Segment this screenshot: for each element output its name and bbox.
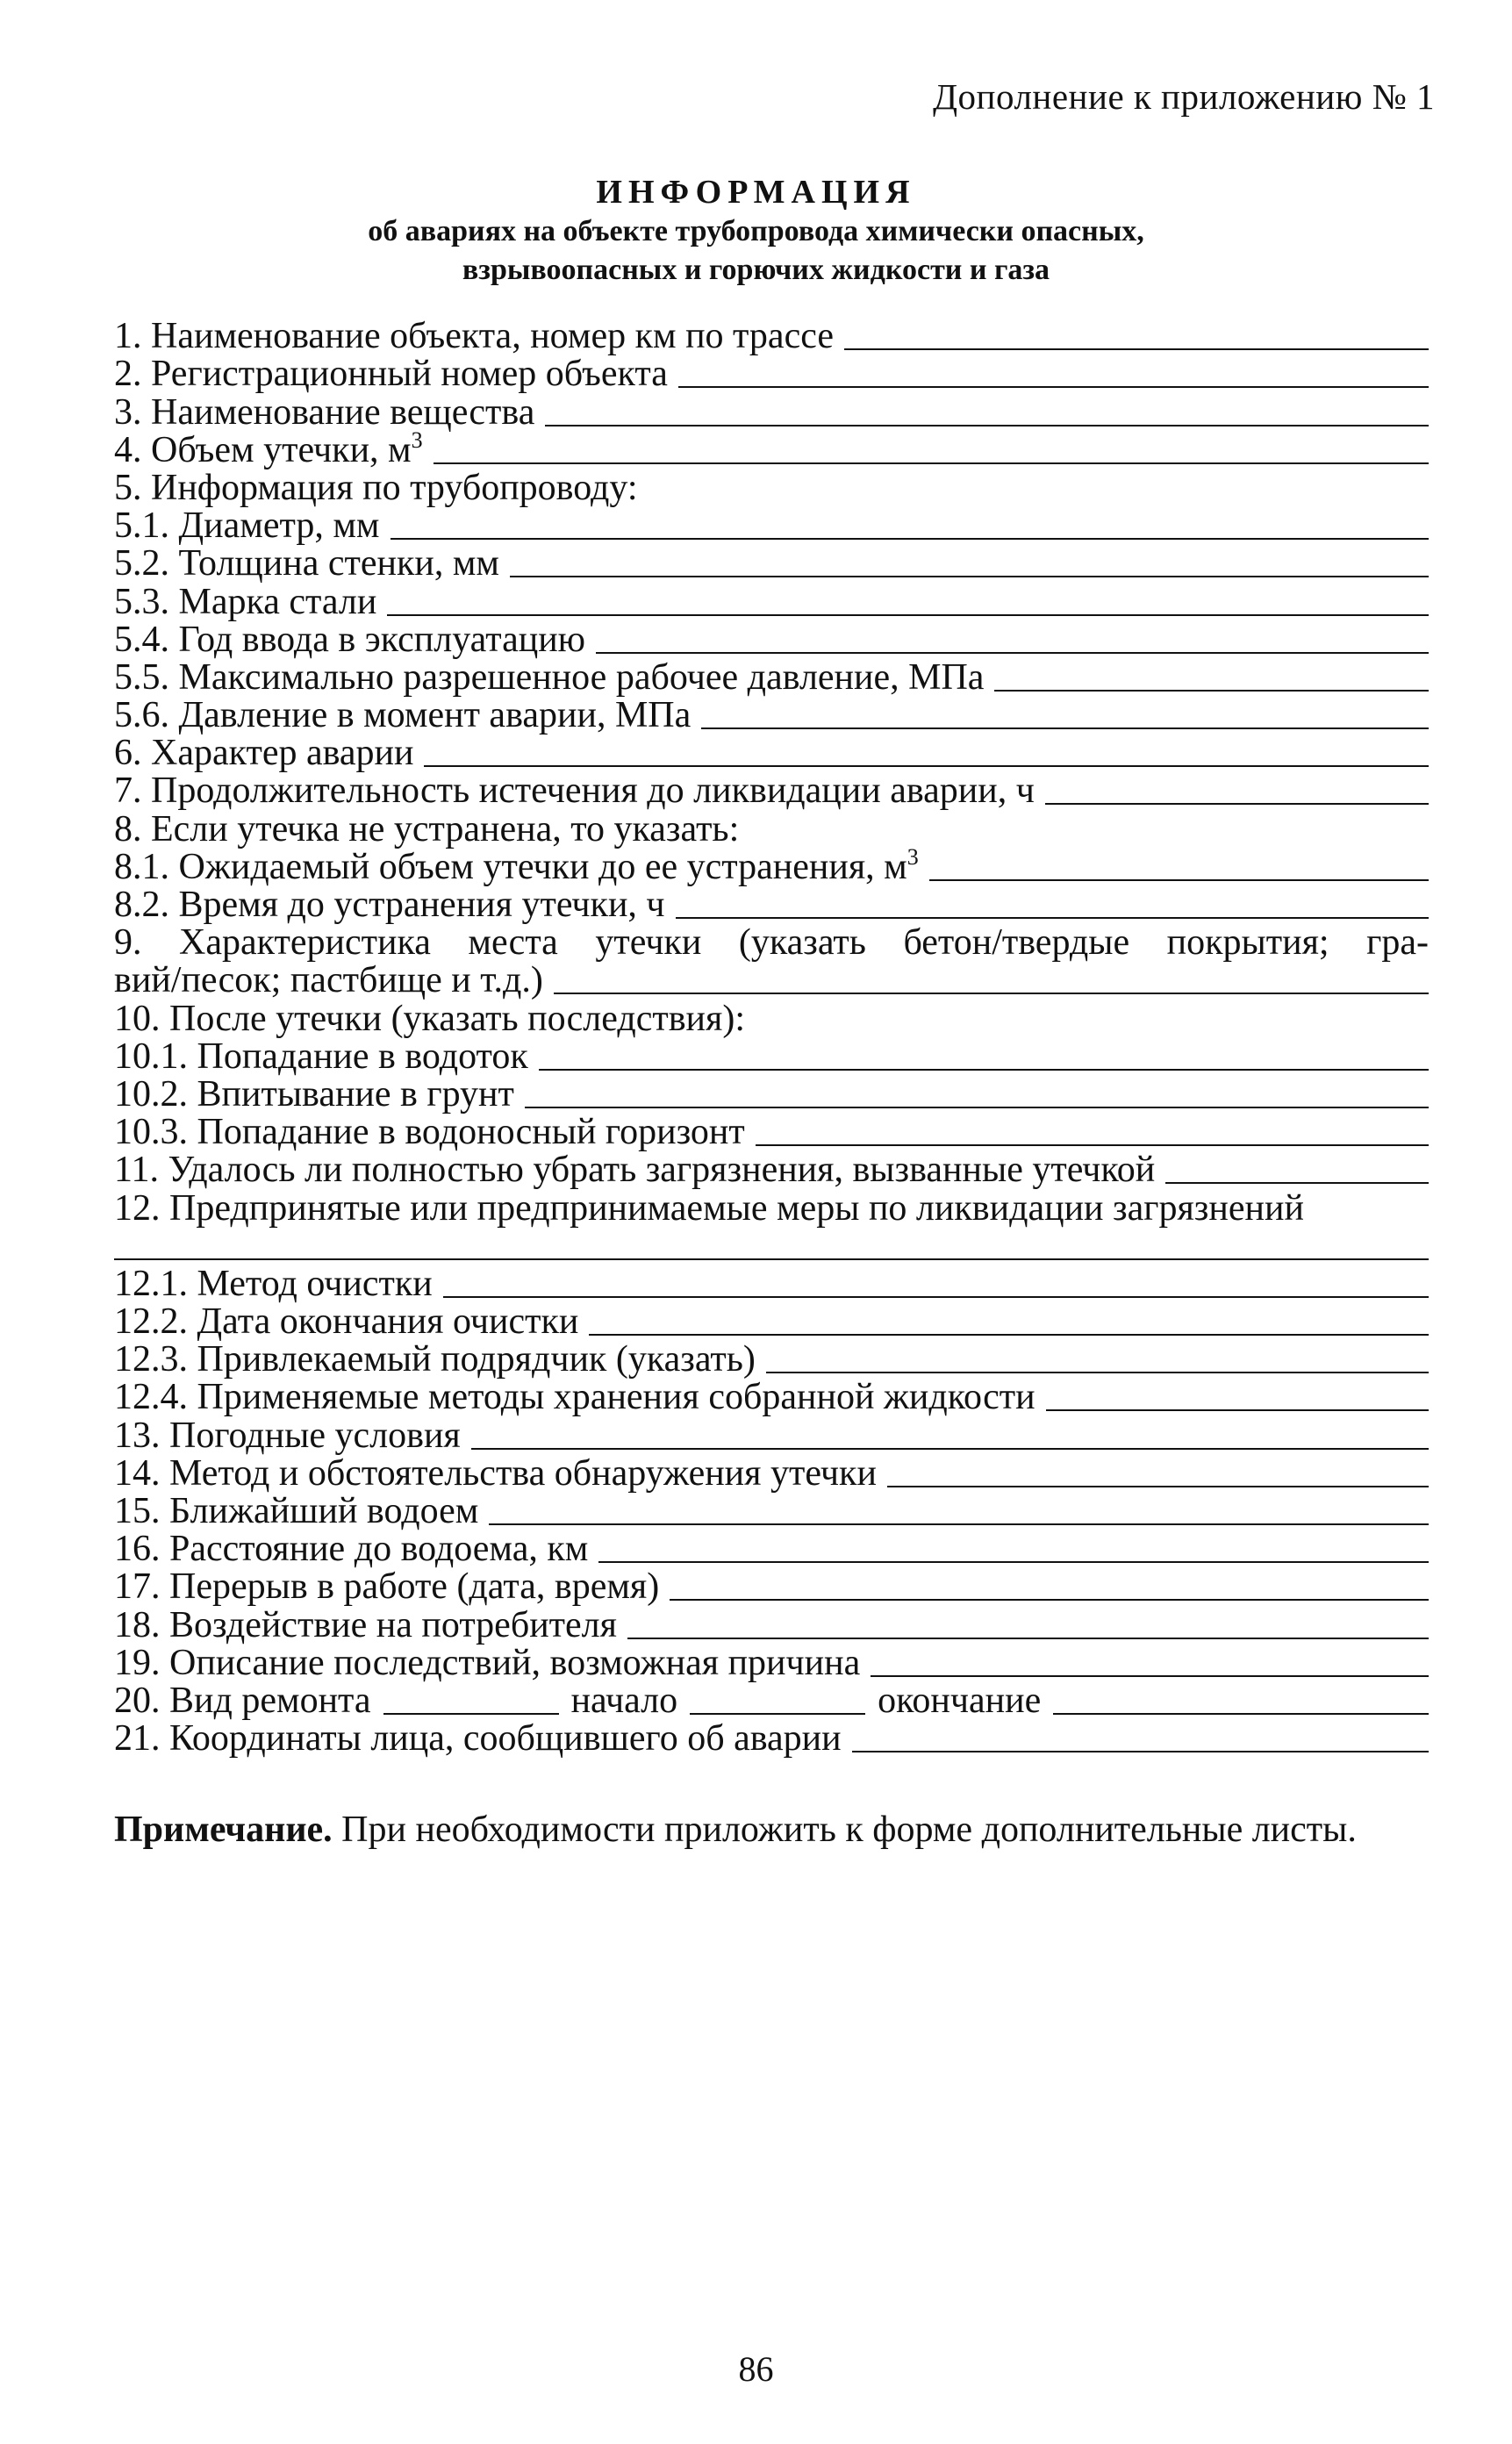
form-row-21 xyxy=(114,1720,1429,1758)
form-row-8-1 xyxy=(114,843,1429,887)
blank-line[interactable] xyxy=(387,611,1429,616)
blank-line[interactable] xyxy=(424,762,1429,767)
field-label: окончание xyxy=(878,1680,1042,1721)
blank-line[interactable] xyxy=(1165,1179,1429,1184)
blank-line[interactable] xyxy=(114,1255,1429,1260)
blank-line[interactable] xyxy=(756,1141,1429,1146)
form-row-12-2 xyxy=(114,1303,1429,1341)
field-label: 10.2. Впитывание в грунт xyxy=(114,1073,514,1114)
form-row-12-4 xyxy=(114,1379,1429,1416)
form-row-19 xyxy=(114,1642,1429,1683)
field-label: 3. Наименование вещества xyxy=(114,391,535,433)
form-row-10-2 xyxy=(114,1073,1429,1114)
field-label: 5.5. Максимально разрешенное рабочее давление, МПа xyxy=(114,656,985,698)
blank-line[interactable] xyxy=(545,421,1429,426)
blank-line[interactable] xyxy=(434,459,1429,464)
field-label: вий/песок; пастбище и т.д.) xyxy=(114,960,543,1001)
form-row-14 xyxy=(114,1452,1429,1494)
form-row-5-1 xyxy=(114,507,1429,545)
form-row-12 xyxy=(114,1189,1429,1227)
form-row-10-1 xyxy=(114,1038,1429,1076)
form-row-11 xyxy=(114,1151,1429,1189)
form-row-12-3 xyxy=(114,1341,1429,1379)
field-label: 9. Характеристика места утечки (указать бетон/твердые покрытия; гра- xyxy=(114,922,1429,964)
superscript: 3 xyxy=(411,426,423,453)
form-row-2 xyxy=(114,355,1429,393)
form-row-3 xyxy=(114,393,1429,431)
blank-line[interactable] xyxy=(871,1672,1429,1677)
blank-line[interactable] xyxy=(510,572,1429,577)
note-label: Примечание. xyxy=(114,1810,333,1850)
form-row-4 xyxy=(114,426,1429,470)
document-title: ИНФОРМАЦИЯ xyxy=(596,174,916,211)
blank-line[interactable] xyxy=(887,1482,1429,1487)
form-row-5-6 xyxy=(114,697,1429,735)
section-label: 5. Информация по трубопроводу: xyxy=(114,467,638,508)
field-label: 5.4. Год ввода в эксплуатацию xyxy=(114,619,586,660)
field-label xyxy=(114,843,919,887)
field-label: 12.1. Метод очистки xyxy=(114,1263,433,1304)
field-label: 10.1. Попадание в водоток xyxy=(114,1036,528,1077)
field-label-text: 4. Объем утечки, м xyxy=(114,429,412,470)
blank-line[interactable] xyxy=(676,914,1429,919)
form-row-8-2 xyxy=(114,886,1429,924)
field-label: 20. Вид ремонта xyxy=(114,1680,371,1721)
blank-line[interactable] xyxy=(678,383,1429,388)
field-label: 5.2. Толщина стенки, мм xyxy=(114,543,499,584)
repair-type-blank[interactable] xyxy=(383,1709,559,1715)
field-label: 13. Погодные условия xyxy=(114,1415,461,1456)
page-number: 86 xyxy=(738,2349,774,2389)
field-label: 12.2. Дата окончания очистки xyxy=(114,1301,579,1343)
blank-line[interactable] xyxy=(554,989,1429,994)
repair-end-blank[interactable] xyxy=(1053,1709,1429,1715)
blank-line[interactable] xyxy=(489,1520,1429,1525)
form-row-1 xyxy=(114,318,1429,355)
field-label: 16. Расстояние до водоема, км xyxy=(114,1529,589,1570)
blank-line[interactable] xyxy=(844,345,1429,350)
annex-reference: Дополнение к приложению № 1 xyxy=(933,76,1435,117)
field-label: 7. Продолжительность истечения до ликвидации аварии, ч xyxy=(114,770,1035,812)
field-label: 12.4. Применяемые методы хранения собранной жидкости xyxy=(114,1377,1035,1418)
blank-line[interactable] xyxy=(596,649,1429,654)
field-label: 11. Удалось ли полностью убрать загрязнения, вызванные утечкой xyxy=(114,1150,1156,1191)
blank-line[interactable] xyxy=(670,1595,1429,1601)
form-row-20 xyxy=(114,1682,1429,1720)
form-row-12-blank xyxy=(114,1228,1429,1265)
form-row-5 xyxy=(114,469,1429,507)
form-row-13 xyxy=(114,1416,1429,1454)
form-row-10-3 xyxy=(114,1114,1429,1151)
blank-line[interactable] xyxy=(852,1747,1429,1752)
form-row-7 xyxy=(114,772,1429,810)
footnote xyxy=(114,1810,1429,1850)
field-label: 10.3. Попадание в водоносный горизонт xyxy=(114,1112,745,1153)
field-label: 18. Воздействие на потребителя xyxy=(114,1604,617,1645)
field-label: 21. Координаты лица, сообщившего об аварии xyxy=(114,1718,842,1760)
incident-form xyxy=(114,318,1429,1758)
field-label: 5.1. Диаметр, мм xyxy=(114,505,380,547)
form-row-10 xyxy=(114,1000,1429,1037)
document-subtitle-line-1: об авариях на объекте трубопровода химически опасных, xyxy=(368,215,1144,247)
field-label xyxy=(114,426,423,470)
field-label: 19. Описание последствий, возможная причина xyxy=(114,1642,861,1683)
form-row-18 xyxy=(114,1606,1429,1644)
form-row-8 xyxy=(114,810,1429,848)
blank-line[interactable] xyxy=(525,1103,1429,1108)
blank-line[interactable] xyxy=(1046,1406,1429,1411)
field-label: 5.3. Марка стали xyxy=(114,581,377,622)
blank-line[interactable] xyxy=(627,1634,1429,1639)
field-label: 12. Предпринятые или предпринимаемые меры по ликвидации загрязнений xyxy=(114,1187,1304,1229)
form-row-5-3 xyxy=(114,583,1429,620)
blank-line[interactable] xyxy=(598,1558,1429,1563)
field-label: 14. Метод и обстоятельства обнаружения утечки xyxy=(114,1452,877,1494)
form-row-17 xyxy=(114,1568,1429,1606)
blank-line[interactable] xyxy=(929,876,1429,881)
field-label: 17. Перерыв в работе (дата, время) xyxy=(114,1566,660,1608)
document-heading xyxy=(0,172,1512,290)
field-label: 12.3. Привлекаемый подрядчик (указать) xyxy=(114,1339,756,1380)
repair-start-blank[interactable] xyxy=(690,1709,865,1715)
blank-line[interactable] xyxy=(994,686,1429,692)
section-label: 10. После утечки (указать последствия): xyxy=(114,998,745,1039)
blank-line[interactable] xyxy=(443,1293,1429,1298)
field-label: начало xyxy=(570,1680,678,1721)
superscript: 3 xyxy=(906,843,919,870)
section-label: 8. Если утечка не устранена, то указать: xyxy=(114,808,740,849)
form-row-9-line-1 xyxy=(114,924,1429,962)
document-subtitle-line-2: взрывоопасных и горючих жидкости и газа xyxy=(462,254,1050,286)
blank-line[interactable] xyxy=(471,1444,1429,1450)
blank-line[interactable] xyxy=(589,1330,1429,1336)
field-label: 15. Ближайший водоем xyxy=(114,1491,479,1531)
form-row-6 xyxy=(114,735,1429,772)
field-label: 2. Регистрационный номер объекта xyxy=(114,354,668,395)
note-text: При необходимости приложить к форме дополнительные листы. xyxy=(332,1810,1357,1850)
form-row-5-5 xyxy=(114,656,1429,698)
field-label: 1. Наименование объекта, номер км по трассе xyxy=(114,316,835,357)
form-row-5-2 xyxy=(114,545,1429,583)
blank-line[interactable] xyxy=(766,1368,1429,1373)
field-label: 5.6. Давление в момент аварии, МПа xyxy=(114,695,692,736)
field-label: 6. Характер аварии xyxy=(114,733,414,774)
blank-line[interactable] xyxy=(539,1065,1429,1071)
blank-line[interactable] xyxy=(1045,799,1429,805)
blank-line[interactable] xyxy=(391,534,1429,540)
form-row-9-line-2 xyxy=(114,962,1429,1000)
form-row-12-1 xyxy=(114,1265,1429,1303)
field-label: 8.2. Время до устранения утечки, ч xyxy=(114,885,665,925)
form-row-15 xyxy=(114,1493,1429,1530)
field-label-text: 8.1. Ожидаемый объем утечки до ее устранения, м xyxy=(114,846,907,887)
blank-line[interactable] xyxy=(701,724,1429,729)
form-row-16 xyxy=(114,1530,1429,1568)
form-row-5-4 xyxy=(114,621,1429,659)
